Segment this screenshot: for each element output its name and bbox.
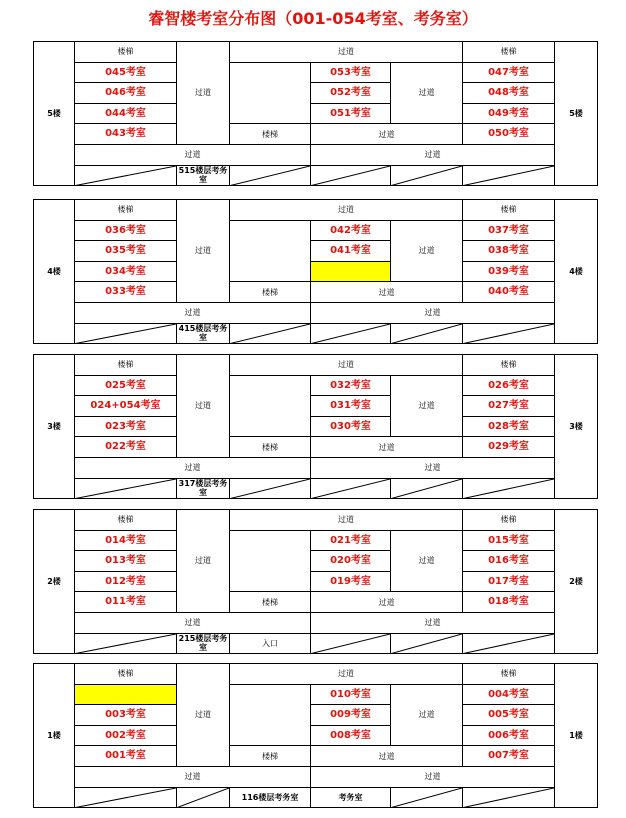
exam-room: 029考室 [462, 436, 555, 458]
corridor-label: 过道 [310, 766, 555, 788]
hatched-cell [229, 478, 311, 500]
exam-room: 025考室 [74, 375, 177, 397]
stairs-label: 楼梯 [229, 436, 311, 458]
hatched-cell [462, 478, 555, 500]
hatched-cell [462, 633, 555, 655]
diagonal-strike-icon [391, 479, 462, 499]
exam-room: 037考室 [462, 220, 555, 242]
exam-room: 026考室 [462, 375, 555, 397]
diagonal-strike-icon [230, 324, 310, 344]
exam-office: 515楼层考务室 [176, 165, 230, 187]
diagonal-strike-icon [311, 324, 390, 344]
exam-room: 016考室 [462, 550, 555, 572]
corridor-label: 过道 [74, 302, 311, 324]
floor-label: 5楼 [554, 41, 598, 186]
corridor-label: 过道 [229, 354, 463, 376]
floor-label: 1楼 [554, 663, 598, 808]
exam-room: 023考室 [74, 416, 177, 438]
stairs-label: 楼梯 [74, 199, 177, 221]
exam-room: 007考室 [462, 745, 555, 767]
stairs-label: 楼梯 [74, 663, 177, 685]
blank-area [229, 375, 311, 438]
corridor-label: 过道 [74, 457, 311, 479]
floor-label: 3楼 [33, 354, 75, 499]
blank-area [229, 62, 311, 125]
diagonal-strike-icon [391, 166, 462, 186]
corridor-label: 过道 [310, 745, 463, 767]
exam-room: 012考室 [74, 571, 177, 593]
corridor-label: 过道 [176, 509, 230, 613]
exam-room: 024+054考室 [74, 395, 177, 417]
hatched-cell [74, 478, 177, 500]
exam-office: 116楼层考务室 [229, 787, 311, 809]
exam-room: 039考室 [462, 261, 555, 283]
exam-room: 010考室 [310, 684, 391, 706]
corridor-label: 过道 [390, 684, 463, 747]
highlighted-cell [310, 261, 391, 283]
exam-room: 046考室 [74, 82, 177, 104]
exam-room: 006考室 [462, 725, 555, 747]
stairs-label: 楼梯 [229, 281, 311, 303]
diagonal-strike-icon [230, 166, 310, 186]
corridor-label: 过道 [390, 220, 463, 283]
corridor-label: 过道 [310, 144, 555, 166]
stairs-label: 楼梯 [462, 199, 555, 221]
stairs-label: 楼梯 [229, 745, 311, 767]
exam-room: 045考室 [74, 62, 177, 84]
floor-label: 3楼 [554, 354, 598, 499]
exam-room: 017考室 [462, 571, 555, 593]
exam-room: 011考室 [74, 591, 177, 613]
exam-room: 031考室 [310, 395, 391, 417]
corridor-label: 过道 [229, 509, 463, 531]
exam-room: 014考室 [74, 530, 177, 552]
blank-area [229, 220, 311, 283]
exam-office: 317楼层考务室 [176, 478, 230, 500]
hatched-cell [310, 165, 391, 187]
corridor-label: 过道 [310, 612, 555, 634]
page-title: 睿智楼考室分布图（001-054考室、考务室） [148, 9, 478, 28]
corridor-label: 过道 [310, 302, 555, 324]
stairs-label: 楼梯 [74, 354, 177, 376]
diagonal-strike-icon [391, 634, 462, 654]
corridor-label: 过道 [310, 281, 463, 303]
diagonal-strike-icon [311, 479, 390, 499]
floor-label: 4楼 [33, 199, 75, 344]
hatched-cell [390, 787, 463, 809]
exam-room: 002考室 [74, 725, 177, 747]
exam-room: 042考室 [310, 220, 391, 242]
corridor-label: 过道 [176, 354, 230, 458]
corridor-label: 过道 [229, 199, 463, 221]
corridor-label: 过道 [229, 663, 463, 685]
stairs-label: 楼梯 [229, 591, 311, 613]
hatched-cell [74, 165, 177, 187]
exam-room: 004考室 [462, 684, 555, 706]
exam-room: 041考室 [310, 240, 391, 262]
entrance-label: 入口 [229, 633, 311, 655]
corridor-label: 过道 [176, 663, 230, 767]
floor-label: 1楼 [33, 663, 75, 808]
corridor-label: 过道 [310, 591, 463, 613]
diagonal-strike-icon [463, 788, 554, 808]
floor-label: 4楼 [554, 199, 598, 344]
exam-room: 015考室 [462, 530, 555, 552]
exam-room: 049考室 [462, 103, 555, 125]
diagonal-strike-icon [311, 166, 390, 186]
exam-room: 047考室 [462, 62, 555, 84]
hatched-cell [390, 478, 463, 500]
diagonal-strike-icon [463, 324, 554, 344]
diagonal-strike-icon [75, 324, 176, 344]
exam-room: 035考室 [74, 240, 177, 262]
highlighted-cell [74, 684, 177, 706]
floor-label: 2楼 [33, 509, 75, 654]
exam-room: 033考室 [74, 281, 177, 303]
exam-room: 003考室 [74, 704, 177, 726]
hatched-cell [462, 787, 555, 809]
hatched-cell [310, 323, 391, 345]
hatched-cell [74, 787, 177, 809]
diagonal-strike-icon [75, 634, 176, 654]
diagonal-strike-icon [463, 479, 554, 499]
hatched-cell [176, 787, 230, 809]
blank-area [229, 530, 311, 593]
exam-room: 044考室 [74, 103, 177, 125]
exam-room: 050考室 [462, 123, 555, 145]
hatched-cell [462, 165, 555, 187]
exam-room: 043考室 [74, 123, 177, 145]
exam-room: 013考室 [74, 550, 177, 572]
corridor-label: 过道 [74, 766, 311, 788]
exam-room: 021考室 [310, 530, 391, 552]
corridor-label: 过道 [310, 457, 555, 479]
exam-room: 020考室 [310, 550, 391, 572]
exam-room: 034考室 [74, 261, 177, 283]
hatched-cell [229, 165, 311, 187]
corridor-label: 过道 [390, 375, 463, 438]
corridor-label: 过道 [390, 62, 463, 125]
corridor-label: 过道 [390, 530, 463, 593]
floor-label: 2楼 [554, 509, 598, 654]
corridor-label: 过道 [74, 144, 311, 166]
diagonal-strike-icon [391, 324, 462, 344]
exam-room: 030考室 [310, 416, 391, 438]
corridor-label: 过道 [310, 123, 463, 145]
exam-room: 040考室 [462, 281, 555, 303]
exam-room: 036考室 [74, 220, 177, 242]
corridor-label: 过道 [176, 199, 230, 303]
diagonal-strike-icon [463, 634, 554, 654]
exam-office: 215楼层考务室 [176, 633, 230, 655]
corridor-label: 过道 [310, 436, 463, 458]
exam-room: 038考室 [462, 240, 555, 262]
hatched-cell [462, 323, 555, 345]
diagonal-strike-icon [463, 166, 554, 186]
hatched-cell [310, 633, 391, 655]
exam-room: 053考室 [310, 62, 391, 84]
stairs-label: 楼梯 [74, 41, 177, 63]
diagonal-strike-icon [75, 788, 176, 808]
exam-room: 027考室 [462, 395, 555, 417]
floor-label: 5楼 [33, 41, 75, 186]
exam-room: 019考室 [310, 571, 391, 593]
exam-room: 051考室 [310, 103, 391, 125]
hatched-cell [390, 165, 463, 187]
hatched-cell [74, 323, 177, 345]
corridor-label: 过道 [176, 41, 230, 145]
diagonal-strike-icon [311, 634, 390, 654]
exam-room: 022考室 [74, 436, 177, 458]
hatched-cell [310, 478, 391, 500]
hatched-cell [390, 323, 463, 345]
hatched-cell [229, 323, 311, 345]
exam-room: 001考室 [74, 745, 177, 767]
exam-room: 052考室 [310, 82, 391, 104]
exam-room: 008考室 [310, 725, 391, 747]
exam-room: 009考室 [310, 704, 391, 726]
hatched-cell [74, 633, 177, 655]
corridor-label: 过道 [74, 612, 311, 634]
blank-area [229, 684, 311, 747]
stairs-label: 楼梯 [229, 123, 311, 145]
stairs-label: 楼梯 [462, 41, 555, 63]
exam-room: 028考室 [462, 416, 555, 438]
exam-room: 005考室 [462, 704, 555, 726]
diagonal-strike-icon [75, 166, 176, 186]
exam-room: 018考室 [462, 591, 555, 613]
stairs-label: 楼梯 [462, 663, 555, 685]
exam-office: 415楼层考务室 [176, 323, 230, 345]
exam-room: 048考室 [462, 82, 555, 104]
hatched-cell [390, 633, 463, 655]
stairs-label: 楼梯 [74, 509, 177, 531]
exam-room: 032考室 [310, 375, 391, 397]
diagonal-strike-icon [177, 788, 229, 808]
diagonal-strike-icon [230, 479, 310, 499]
diagonal-strike-icon [75, 479, 176, 499]
exam-office: 考务室 [310, 787, 391, 809]
diagonal-strike-icon [391, 788, 462, 808]
corridor-label: 过道 [229, 41, 463, 63]
stairs-label: 楼梯 [462, 354, 555, 376]
stairs-label: 楼梯 [462, 509, 555, 531]
